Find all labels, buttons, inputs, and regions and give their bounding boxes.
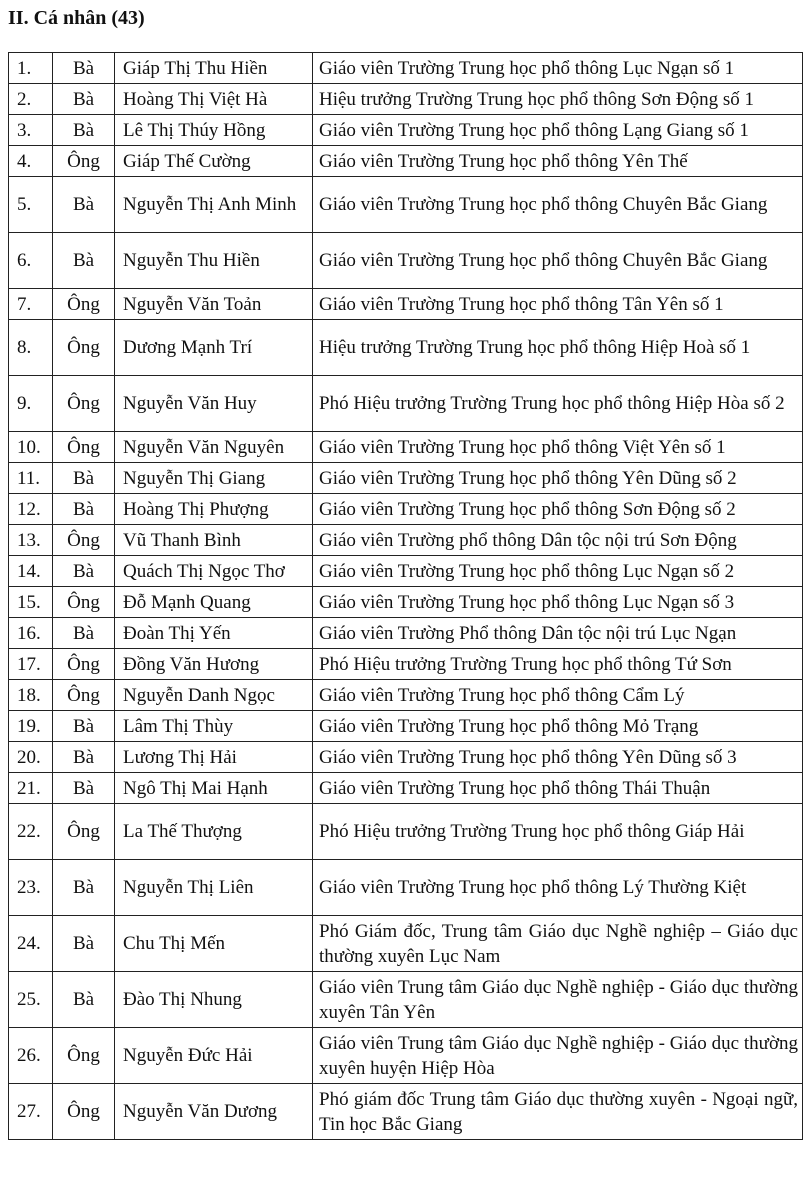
person-name: Nguyễn Văn Nguyên (115, 432, 313, 463)
person-name: Nguyễn Văn Huy (115, 376, 313, 432)
honorific: Ông (53, 804, 115, 860)
person-position: Giáo viên Trường Phổ thông Dân tộc nội trú Lục Ngạn (313, 618, 803, 649)
person-name: Dương Mạnh Trí (115, 320, 313, 376)
table-row (9, 525, 803, 556)
person-position: Giáo viên Trường Trung học phổ thông Cẩm Lý (313, 680, 803, 711)
person-name: Nguyễn Thị Liên (115, 860, 313, 916)
person-name: Vũ Thanh Bình (115, 525, 313, 556)
table-row (9, 53, 803, 84)
person-position: Giáo viên Trường Trung học phổ thông Lục Ngạn số 3 (313, 587, 803, 618)
honorific: Ông (53, 146, 115, 177)
honorific: Bà (53, 84, 115, 115)
table-row (9, 115, 803, 146)
person-name: Đỗ Mạnh Quang (115, 587, 313, 618)
person-position: Giáo viên Trường Trung học phổ thông Thái Thuận (313, 773, 803, 804)
person-name: Nguyễn Đức Hải (115, 1028, 313, 1084)
row-number: 3. (9, 115, 53, 146)
honorific: Bà (53, 618, 115, 649)
person-name: Nguyễn Văn Toản (115, 289, 313, 320)
person-name: Giáp Thị Thu Hiền (115, 53, 313, 84)
person-position: Giáo viên Trường Trung học phổ thông Mỏ Trạng (313, 711, 803, 742)
person-position: Giáo viên Trường Trung học phổ thông Tân Yên số 1 (313, 289, 803, 320)
honorific: Ông (53, 1084, 115, 1140)
person-name: Giáp Thế Cường (115, 146, 313, 177)
honorific: Bà (53, 494, 115, 525)
honorific: Ông (53, 320, 115, 376)
person-name: Nguyễn Thu Hiền (115, 233, 313, 289)
table-row (9, 618, 803, 649)
row-number: 13. (9, 525, 53, 556)
row-number: 21. (9, 773, 53, 804)
honorific: Bà (53, 742, 115, 773)
table-row (9, 556, 803, 587)
person-position: Giáo viên Trường Trung học phổ thông Yên Dũng số 3 (313, 742, 803, 773)
row-number: 15. (9, 587, 53, 618)
table-row (9, 773, 803, 804)
row-number: 22. (9, 804, 53, 860)
table-row (9, 649, 803, 680)
honorific: Ông (53, 432, 115, 463)
row-number: 23. (9, 860, 53, 916)
person-position: Giáo viên Trường Trung học phổ thông Lý Thường Kiệt (313, 860, 803, 916)
honorific: Bà (53, 711, 115, 742)
table-row (9, 742, 803, 773)
row-number: 9. (9, 376, 53, 432)
person-name: Lâm Thị Thùy (115, 711, 313, 742)
row-number: 11. (9, 463, 53, 494)
row-number: 7. (9, 289, 53, 320)
row-number: 24. (9, 916, 53, 972)
person-name: Lê Thị Thúy Hồng (115, 115, 313, 146)
row-number: 6. (9, 233, 53, 289)
person-position: Giáo viên Trường Trung học phổ thông Yên Thế (313, 146, 803, 177)
person-position: Giáo viên Trung tâm Giáo dục Nghề nghiệp - Giáo dục thường xuyên huyện Hiệp Hòa (313, 1028, 803, 1084)
table-row (9, 376, 803, 432)
person-name: Đào Thị Nhung (115, 972, 313, 1028)
table-body (9, 53, 803, 1140)
person-name: Quách Thị Ngọc Thơ (115, 556, 313, 587)
honorific: Bà (53, 972, 115, 1028)
person-position: Giáo viên Trường Trung học phổ thông Chuyên Bắc Giang (313, 177, 803, 233)
table-row (9, 494, 803, 525)
row-number: 26. (9, 1028, 53, 1084)
honorific: Bà (53, 916, 115, 972)
person-position: Giáo viên Trường Trung học phổ thông Việt Yên số 1 (313, 432, 803, 463)
table-row (9, 860, 803, 916)
table-row (9, 289, 803, 320)
table-row (9, 680, 803, 711)
person-position: Phó Hiệu trưởng Trường Trung học phổ thông Giáp Hải (313, 804, 803, 860)
honorific: Ông (53, 525, 115, 556)
table-row (9, 1084, 803, 1140)
row-number: 8. (9, 320, 53, 376)
row-number: 16. (9, 618, 53, 649)
row-number: 10. (9, 432, 53, 463)
person-name: Nguyễn Văn Dương (115, 1084, 313, 1140)
row-number: 5. (9, 177, 53, 233)
row-number: 17. (9, 649, 53, 680)
honorific: Ông (53, 376, 115, 432)
table-row (9, 463, 803, 494)
person-position: Phó Giám đốc, Trung tâm Giáo dục Nghề nghiệp – Giáo dục thường xuyên Lục Nam (313, 916, 803, 972)
honorific: Bà (53, 177, 115, 233)
section-heading: II. Cá nhân (43) (8, 7, 145, 29)
honorific: Bà (53, 53, 115, 84)
person-position: Giáo viên Trường Trung học phổ thông Chuyên Bắc Giang (313, 233, 803, 289)
table-row (9, 587, 803, 618)
row-number: 12. (9, 494, 53, 525)
honorific: Bà (53, 233, 115, 289)
person-position: Hiệu trưởng Trường Trung học phổ thông Hiệp Hoà số 1 (313, 320, 803, 376)
person-position: Giáo viên Trường phổ thông Dân tộc nội trú Sơn Động (313, 525, 803, 556)
person-position: Giáo viên Trung tâm Giáo dục Nghề nghiệp - Giáo dục thường xuyên Tân Yên (313, 972, 803, 1028)
person-name: Nguyễn Danh Ngọc (115, 680, 313, 711)
honorific: Ông (53, 649, 115, 680)
person-position: Hiệu trưởng Trường Trung học phổ thông Sơn Động số 1 (313, 84, 803, 115)
table-row (9, 1028, 803, 1084)
honorific: Bà (53, 773, 115, 804)
row-number: 2. (9, 84, 53, 115)
table-row (9, 177, 803, 233)
honorific: Ông (53, 289, 115, 320)
row-number: 27. (9, 1084, 53, 1140)
honorific: Bà (53, 860, 115, 916)
row-number: 19. (9, 711, 53, 742)
table-row (9, 320, 803, 376)
row-number: 25. (9, 972, 53, 1028)
person-name: Chu Thị Mến (115, 916, 313, 972)
person-name: Đoàn Thị Yến (115, 618, 313, 649)
honorific: Ông (53, 680, 115, 711)
person-position: Phó giám đốc Trung tâm Giáo dục thường xuyên - Ngoại ngữ, Tin học Bắc Giang (313, 1084, 803, 1140)
honorific: Ông (53, 587, 115, 618)
person-name: Ngô Thị Mai Hạnh (115, 773, 313, 804)
person-name: Đồng Văn Hương (115, 649, 313, 680)
table-row (9, 146, 803, 177)
honorific: Bà (53, 556, 115, 587)
table-row (9, 972, 803, 1028)
person-name: Lương Thị Hải (115, 742, 313, 773)
table-row (9, 804, 803, 860)
person-position: Phó Hiệu trưởng Trường Trung học phổ thông Tứ Sơn (313, 649, 803, 680)
honorific: Bà (53, 115, 115, 146)
table-row (9, 233, 803, 289)
table-row (9, 916, 803, 972)
award-list-table (8, 52, 803, 1140)
row-number: 1. (9, 53, 53, 84)
row-number: 14. (9, 556, 53, 587)
honorific: Bà (53, 463, 115, 494)
row-number: 4. (9, 146, 53, 177)
person-name: Nguyễn Thị Anh Minh (115, 177, 313, 233)
table-row (9, 84, 803, 115)
row-number: 18. (9, 680, 53, 711)
person-position: Phó Hiệu trưởng Trường Trung học phổ thông Hiệp Hòa số 2 (313, 376, 803, 432)
person-name: La Thế Thượng (115, 804, 313, 860)
table-row (9, 432, 803, 463)
person-position: Giáo viên Trường Trung học phổ thông Sơn Động số 2 (313, 494, 803, 525)
person-position: Giáo viên Trường Trung học phổ thông Lạng Giang số 1 (313, 115, 803, 146)
honorific: Ông (53, 1028, 115, 1084)
person-position: Giáo viên Trường Trung học phổ thông Lục Ngạn số 1 (313, 53, 803, 84)
table-row (9, 711, 803, 742)
person-name: Hoàng Thị Việt Hà (115, 84, 313, 115)
person-name: Hoàng Thị Phượng (115, 494, 313, 525)
person-name: Nguyễn Thị Giang (115, 463, 313, 494)
person-position: Giáo viên Trường Trung học phổ thông Lục Ngạn số 2 (313, 556, 803, 587)
person-position: Giáo viên Trường Trung học phổ thông Yên Dũng số 2 (313, 463, 803, 494)
row-number: 20. (9, 742, 53, 773)
